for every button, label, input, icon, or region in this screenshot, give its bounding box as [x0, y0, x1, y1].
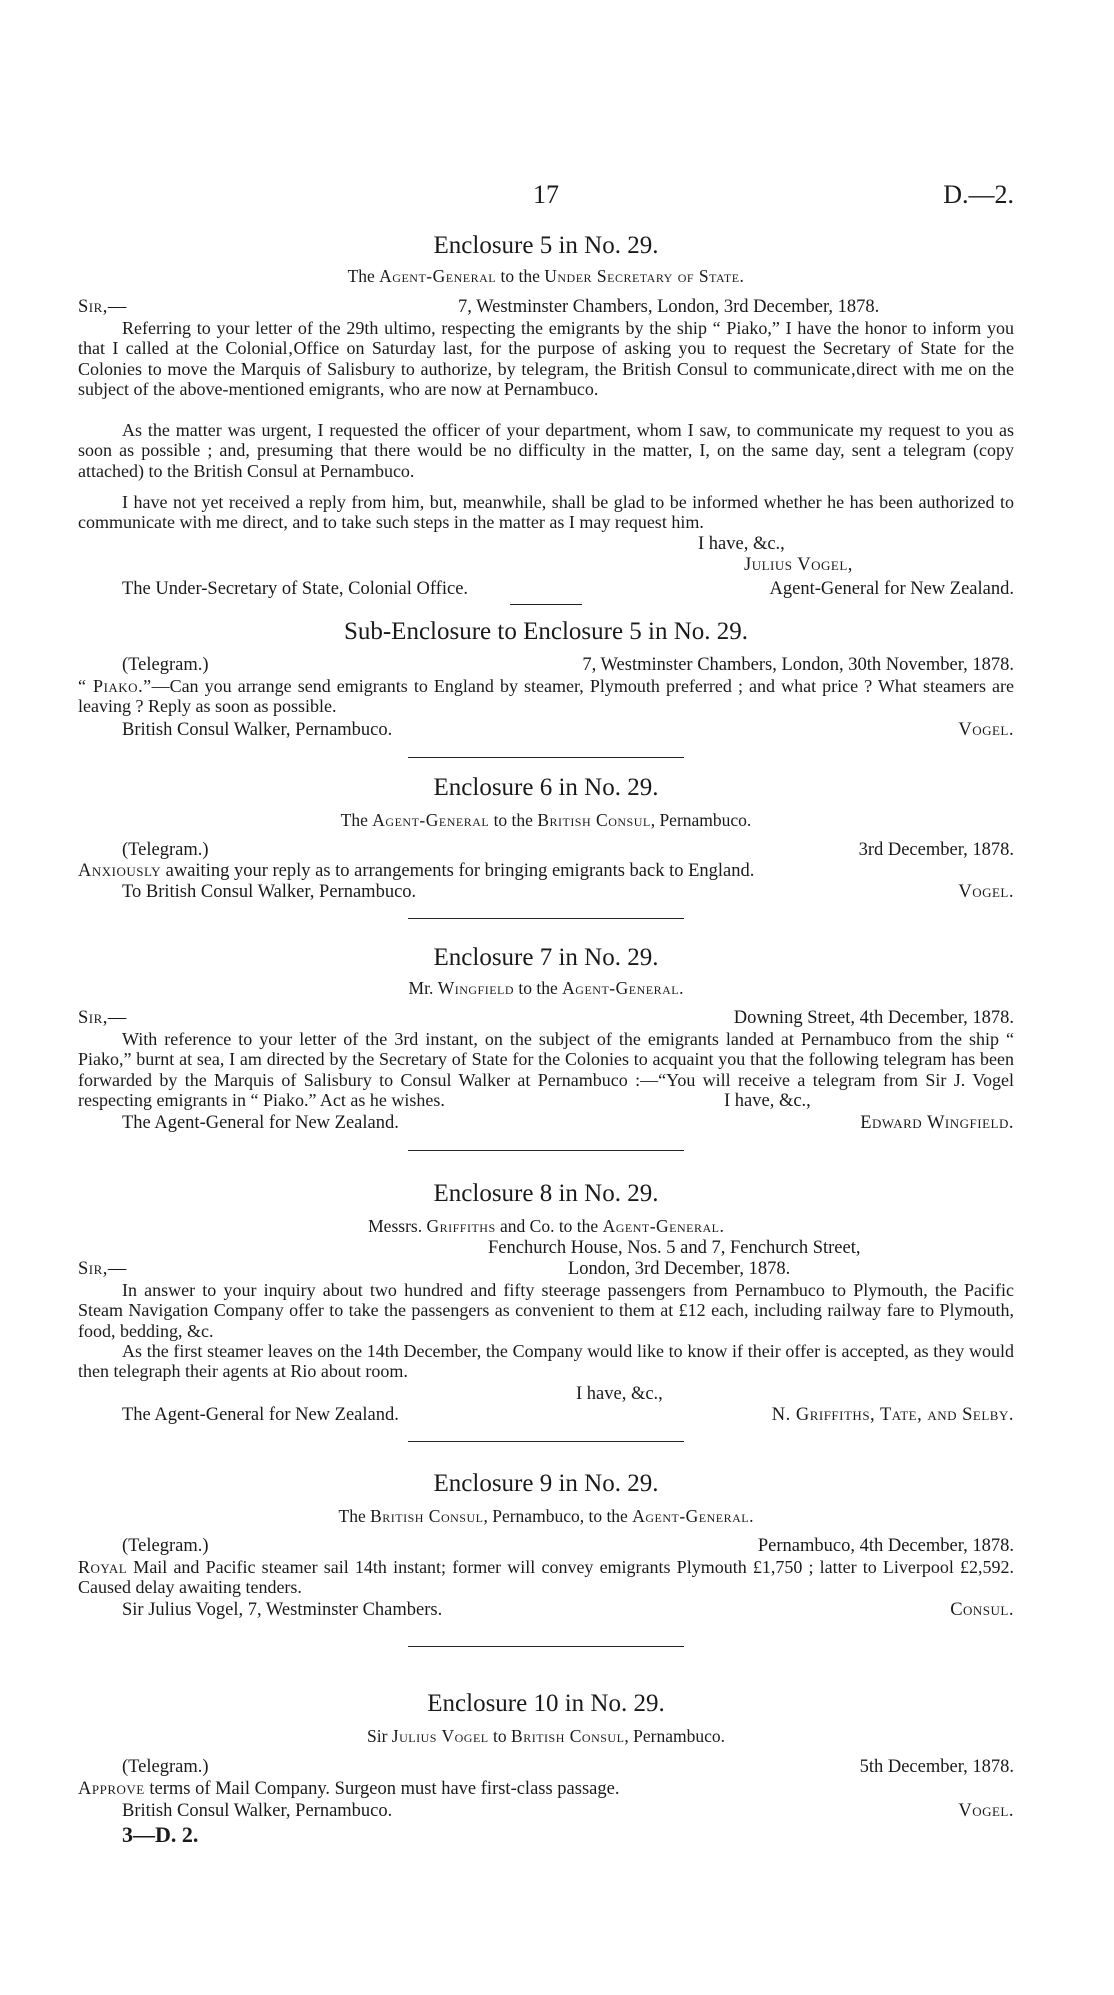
- enclosure-5-closing: I have, &c.,: [698, 534, 785, 554]
- enclosure-10-kind: (Telegram.): [122, 1757, 209, 1777]
- enclosure-10-recipient: British Consul Walker, Pernambuco.: [122, 1801, 393, 1821]
- enclosure-8-paragraph-2: As the first steamer leaves on the 14th December, the Company would like to know if their offer is accepted, as they would then telegraph their agents at Rio about room.: [78, 1341, 1014, 1382]
- enclosure-5-signature: Julius Vogel,: [744, 555, 853, 575]
- document-page: [78, 0, 1014, 1995]
- enclosure-9-title: Enclosure 9 in No. 29.: [433, 1470, 659, 1497]
- enclosure-5-paragraph-2: As the matter was urgent, I requested the officer of your department, whom I saw, to communicate my request to you as soon as possible ; and, presuming that there would be no difficulty in the matter, I, on the same day, sent a telegram (copy attached) to the British Consul at Pernambuco.: [78, 420, 1014, 481]
- signature-mark: 3—D. 2.: [122, 1822, 199, 1847]
- sub-enclosure-5-recipient: British Consul Walker, Pernambuco.: [122, 720, 393, 740]
- enclosure-9-recipient: Sir Julius Vogel, 7, Westminster Chambers.: [122, 1600, 443, 1620]
- sub-enclosure-5-title: Sub-Enclosure to Enclosure 5 in No. 29.: [343, 618, 749, 645]
- enclosure-10-date: 5th December, 1878.: [859, 1757, 1014, 1777]
- page-number: 17: [533, 180, 559, 209]
- separator-rule: [408, 1150, 684, 1151]
- enclosure-8-address-line-2: London, 3rd December, 1878.: [568, 1259, 791, 1279]
- enclosure-8-title: Enclosure 8 in No. 29.: [433, 1180, 659, 1207]
- sub-enclosure-5-signature: Vogel.: [958, 720, 1014, 740]
- enclosure-7-closing: I have, &c.,: [718, 1091, 811, 1112]
- enclosure-5-from-to: The Agent-General to the Under Secretary of State.: [347, 266, 745, 286]
- enclosure-10-from-to: Sir Julius Vogel to British Consul, Pernambuco.: [366, 1726, 726, 1746]
- separator-rule: [408, 1646, 684, 1647]
- enclosure-6-kind: (Telegram.): [122, 840, 209, 860]
- sub-enclosure-5-text: “ Piako.”—Can you arrange send emigrants to England by steamer, Plymouth preferred ; and what price ? What steamers are leaving ? Reply as soon as possible.: [78, 676, 1014, 717]
- enclosure-6-signature: Vogel.: [958, 882, 1014, 902]
- enclosure-7-paragraph-1: With reference to your letter of the 3rd instant, on the subject of the emigrants landed at Pernambuco from the ship “ Piako,” burnt at sea, I am directed by the Secretary of State for the Colonies to acquaint you that the following telegram has been forwarded by the Marquis of Salisbury to Consul Walker at Pernambuco :—“You will receive a telegram from Sir J. Vogel respecting emigrants in “ Piako.” Act as he wishes.: [78, 1029, 1014, 1111]
- separator-rule: [408, 757, 684, 758]
- enclosure-9-text: Royal Mail and Pacific steamer sail 14th instant; former will convey emigrants Plymouth £1,750 ; latter to Liverpool £2,592. Caused delay awaiting tenders.: [78, 1557, 1014, 1598]
- enclosure-9-from-to: The British Consul, Pernambuco, to the Agent-General.: [338, 1506, 754, 1526]
- enclosure-6-from-to: The Agent-General to the British Consul, Pernambuco.: [340, 810, 752, 830]
- separator-rule: [510, 604, 582, 605]
- enclosure-10-title: Enclosure 10 in No. 29.: [427, 1690, 665, 1717]
- enclosure-6-recipient: To British Consul Walker, Pernambuco.: [122, 882, 417, 902]
- enclosure-9-kind: (Telegram.): [122, 1536, 209, 1556]
- enclosure-9-address: Pernambuco, 4th December, 1878.: [757, 1536, 1014, 1556]
- enclosure-5-salutation: Sir,—: [78, 297, 127, 317]
- enclosure-8-recipient: The Agent-General for New Zealand.: [122, 1405, 399, 1425]
- enclosure-8-from-to: Messrs. Griffiths and Co. to the Agent-General.: [368, 1216, 724, 1236]
- enclosure-8-signature: N. Griffiths, Tate, and Selby.: [771, 1405, 1014, 1425]
- separator-rule: [408, 1441, 684, 1442]
- enclosure-8-closing: I have, &c.,: [576, 1384, 663, 1404]
- enclosure-10-text: Approve terms of Mail Company. Surgeon must have first-class passage.: [78, 1779, 620, 1799]
- enclosure-8-paragraph-1: In answer to your inquiry about two hundred and fifty steerage passengers from Pernambuco to Plymouth, the Pacific Steam Navigation Company offer to take the passengers as convenient to them at £12 each, including railway fare to Plymouth, food, bedding, &c.: [78, 1280, 1014, 1341]
- enclosure-7-address: Downing Street, 4th December, 1878.: [733, 1008, 1014, 1028]
- series-label: D.—2.: [943, 180, 1014, 209]
- separator-rule: [408, 918, 684, 919]
- enclosure-5-address: 7, Westminster Chambers, London, 3rd December, 1878.: [458, 297, 880, 317]
- enclosure-7-from-to: Mr. Wingfield to the Agent-General.: [408, 978, 684, 998]
- enclosure-7-title: Enclosure 7 in No. 29.: [433, 944, 659, 971]
- enclosure-5-paragraph-3: I have not yet received a reply from him, but, meanwhile, shall be glad to be informed whether he has been authorized to communicate with me direct, and to take such steps in the matter as I may request him.: [78, 492, 1014, 533]
- enclosure-5-title: Enclosure 5 in No. 29.: [433, 232, 659, 259]
- enclosure-10-signature: Vogel.: [958, 1801, 1014, 1821]
- enclosure-5-signature-title: Agent-General for New Zealand.: [769, 579, 1014, 599]
- enclosure-9-signature: Consul.: [950, 1600, 1014, 1620]
- enclosure-6-title: Enclosure 6 in No. 29.: [433, 774, 659, 801]
- enclosure-5-paragraph-1: Referring to your letter of the 29th ultimo, respecting the emigrants by the ship “ Piako,” I have the honor to inform you that I called at the Colonial‚Office on Saturday last, for the purpose of asking you to request the Secretary of State for the Colonies to move the Marquis of Salisbury to authorize, by telegram, the British Consul to communicate‚direct with me on the subject of the above-mentioned emigrants, who are now at Pernambuco.: [78, 318, 1014, 400]
- sub-enclosure-5-address: 7, Westminster Chambers, London, 30th November, 1878.: [582, 655, 1014, 675]
- enclosure-6-text: Anxiously awaiting your reply as to arrangements for bringing emigrants back to England.: [78, 861, 755, 881]
- sub-enclosure-5-kind: (Telegram.): [122, 655, 209, 675]
- enclosure-7-recipient: The Agent-General for New Zealand.: [122, 1113, 399, 1133]
- enclosure-8-address-line-1: Fenchurch House, Nos. 5 and 7, Fenchurch Street,: [488, 1238, 861, 1258]
- enclosure-8-salutation: Sir,—: [78, 1259, 127, 1279]
- enclosure-5-recipient: The Under-Secretary of State, Colonial Office.: [122, 579, 469, 599]
- enclosure-6-date: 3rd December, 1878.: [858, 840, 1014, 860]
- enclosure-7-signature: Edward Wingfield.: [860, 1113, 1014, 1133]
- enclosure-7-salutation: Sir,—: [78, 1008, 127, 1028]
